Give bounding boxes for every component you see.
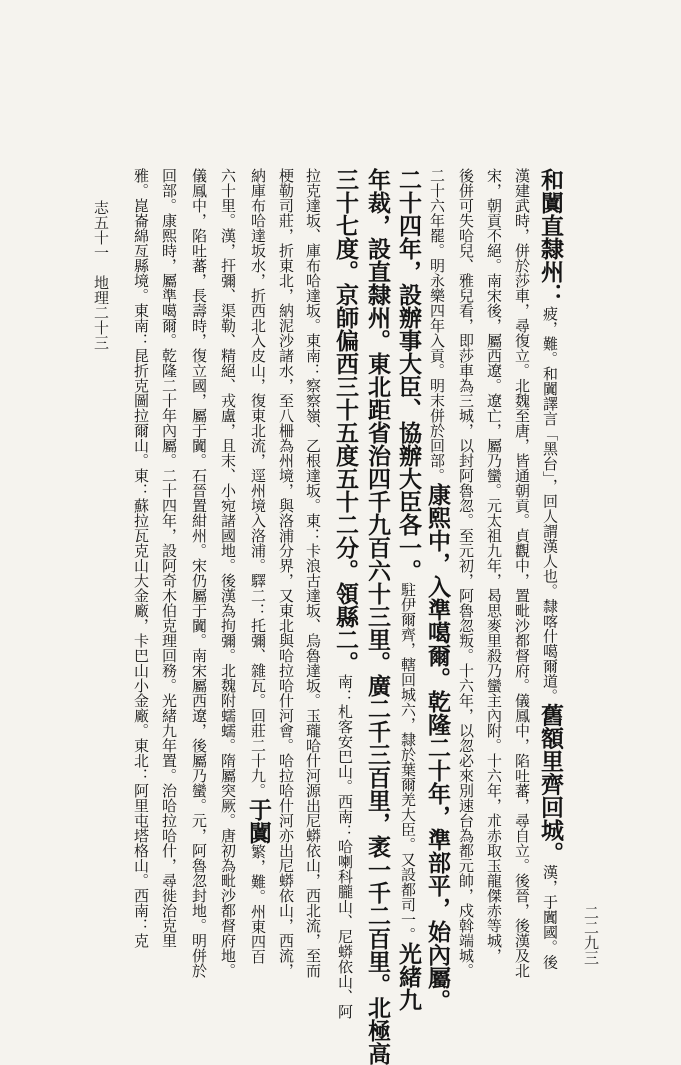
- annotation-text: 駐伊爾齊，轄回城六，隸於葉爾羌大臣。又設都司一。: [399, 582, 417, 942]
- annotation-text: 繁，難。州東四百: [249, 844, 267, 964]
- text-column: [218, 168, 237, 978]
- annotation-text: 和闐譯言「黑台」，回人謂漢人也。: [541, 366, 559, 599]
- text-column: [536, 168, 564, 970]
- annotation-text: 宋，朝貢不絕。南宋後，屬西遼。遼亡，屬乃蠻。元太祖九年，曷思麥里殺乃蠻主內附。十六年，朮赤取玉龍傑赤等城，: [485, 168, 503, 963]
- text-column: [131, 168, 150, 948]
- annotation-text: 儀鳳中，陷吐蕃，長壽時，復立國，屬于闐。石晉置紺州。宋仍屬于闐。南宋屬西遼，後屬乃蠻。元，阿魯忽封地。明併於: [190, 168, 208, 978]
- text-column: [189, 168, 208, 978]
- text-column: [512, 168, 531, 978]
- text-column: [244, 168, 272, 964]
- text-column: [394, 168, 422, 1011]
- running-header: 志五十一 地理二十三: [92, 200, 110, 350]
- main-text: 于闐: [245, 798, 272, 844]
- main-text: 光緒九: [395, 942, 422, 1011]
- main-text: 三十七度。京師偏西三十五度五十二分。領縣二。: [332, 168, 359, 674]
- text-column: [303, 168, 322, 978]
- main-text: 年裁，設直隸州。東北距省治四千九百六十三里。廣二千三百里，袤一千二百里。北極高: [364, 168, 391, 1065]
- text-column: [484, 168, 503, 963]
- annotation-text: 漢建武時，併於莎車，尋復立。北魏至唐，皆通朝貢。貞觀中，置毗沙都督府。儀鳳中，陷吐蕃，尋自立。後晉，後漢及北: [513, 168, 531, 978]
- text-column: [276, 168, 295, 978]
- main-text: 和闐直隸州：: [537, 168, 564, 306]
- text-column: [159, 168, 178, 948]
- annotation-text: 回部。康熙時，屬準噶爾。乾隆二十年內屬。二十四年，設阿奇木伯克理回務。光緒九年置。治哈拉哈什，尋徙治克里: [160, 168, 178, 948]
- main-text: 二十四年，設辦事大臣、協辦大臣各一。: [395, 168, 422, 582]
- annotation-text: 疲，難。: [541, 306, 559, 366]
- annotation-text: 隸喀什噶爾道。: [541, 598, 559, 704]
- text-column: [331, 168, 359, 1019]
- annotation-text: 二十六年罷。明永樂四年入貢。明末併於回部。: [428, 168, 446, 483]
- text-column: [363, 168, 391, 1065]
- page-number: 二二九三: [582, 905, 600, 965]
- main-text: 康熙中，入準噶爾。乾隆二十年，準部平，始內屬。: [424, 483, 451, 1012]
- annotation-text: 漢，于闐國。後: [541, 864, 559, 970]
- annotation-text: 六十里。漢，扞彌、渠勒、精絕、戎盧，且末、小宛諸國地。後漢為拘彌。北魏附蠕蠕。隋屬突厥。唐初為毗沙都督府地。: [219, 168, 237, 978]
- annotation-text: 後併可失哈兒、雅兒看，即莎車為三城，以封阿魯忽。至元初，阿魯忽叛。十六年，以忽必來別速台為都元帥，戍斡端城。: [457, 168, 475, 978]
- annotation-text: 梗勒司莊，折東北，納泥沙諸水，至八柵為州境，與洛浦分界，又東北與哈拉哈什河會。哈拉哈什河亦出尼蟒依山，西流，: [277, 168, 295, 978]
- annotation-text: 納庫布哈達坂水，折西北入皮山，復東北流，逕州境入洛浦。驛二：托彌、雜瓦。回莊二十九。: [249, 168, 267, 798]
- text-column: [423, 168, 451, 1012]
- main-text: 舊額里齊回城。: [537, 703, 564, 865]
- annotation-text: 雅。崑崙綿亙縣境。東南：昆折克圖拉爾山。東：蘇拉瓦克山大金廠，卡巴山小金廠。東北：阿里屯塔格山。西南：克: [132, 168, 150, 948]
- annotation-text: 拉克達坂、庫布哈達坂。東南：察察嶺、乙根達坂。東：卡浪古達坂、烏魯達坂。玉瓏哈什河源出尼蟒依山，西北流，至而: [304, 168, 322, 978]
- annotation-text: 南：札客安巴山。西南：哈喇科朧山、尼蟒依山、阿: [336, 674, 354, 1019]
- text-column: [456, 168, 475, 978]
